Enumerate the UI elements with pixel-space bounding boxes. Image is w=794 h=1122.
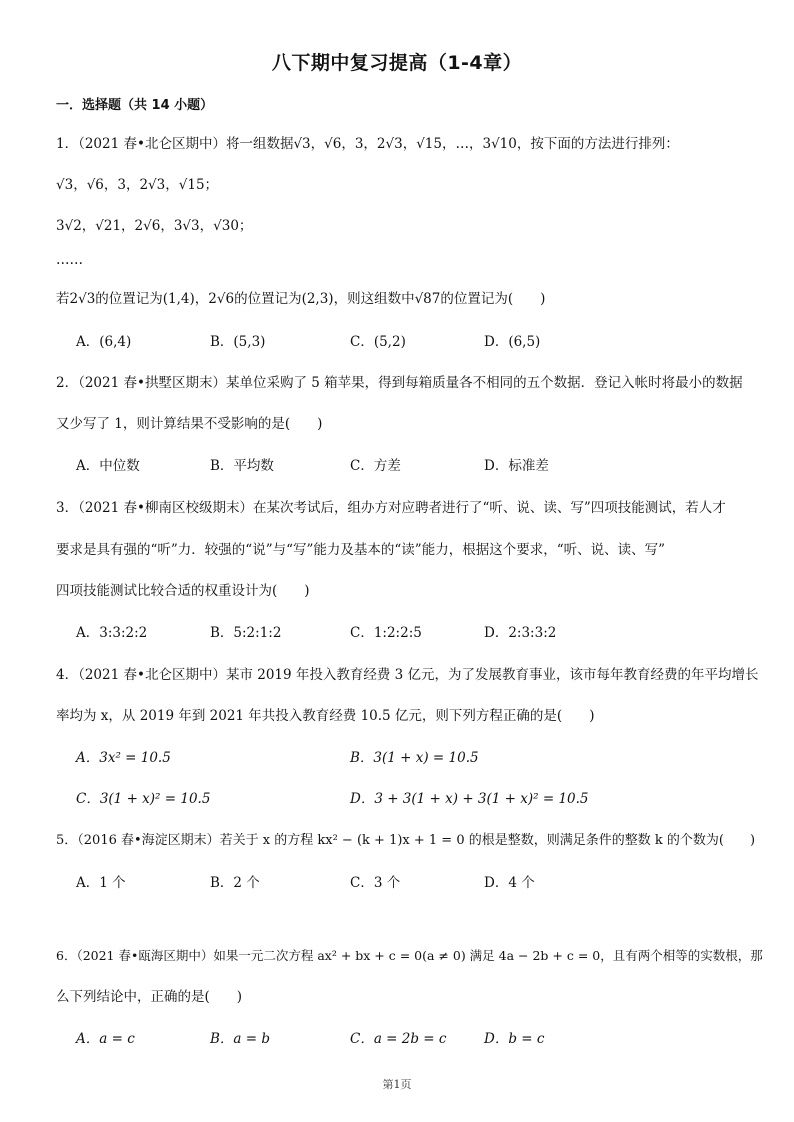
q1-option-b: B．(5,3) [210,334,266,350]
q1-option-a: A．(6,4) [76,334,132,350]
q1-stem-line2: 若2√3的位置记为(1,4)，2√6的位置记为(2,3)，则这组数中√87的位置记为( ) [56,291,546,307]
q6-stem-line1: 6．（2021 春•瓯海区期中）如果一元二次方程 ax² + bx + c = 0(a ≠ 0) 满足 4a − 2b + c = 0，且有两个相等的实数根，那 [56,948,763,963]
section-heading: 一．选择题（共 14 小题） [56,98,214,113]
q4-option-a: A．3x² = 10.5 [76,750,171,766]
q1-option-c: C．(5,2) [350,334,406,350]
q4-option-c: C．3(1 + x)² = 10.5 [76,791,211,807]
q5-option-c: C．3 个 [350,875,401,891]
q3-option-a: A．3:3:2:2 [76,625,148,641]
q2-option-b: B．平均数 [210,458,274,474]
q6-option-d: D．b = c [484,1031,545,1047]
page-title: 八下期中复习提高（1-4章） [271,52,523,74]
q3-stem-line1: 3．（2021 春•柳南区校级期末）在某次考试后，组办方对应聘者进行了“听、说、读、写”四项技能测试，若人才 [56,500,726,516]
q3-option-c: C．1:2:2:5 [350,625,422,641]
q2-option-d: D．标准差 [484,458,549,474]
q1-row3: …… [56,252,83,268]
q1-row1: √3，√6，3，2√3，√15； [56,177,219,193]
q3-stem-line2: 要求是具有强的“听”力．较强的“说”与“写”能力及基本的“读”能力，根据这个要求，“听、说、读、写” [56,542,666,558]
q2-option-a: A．中位数 [76,458,140,474]
q4-stem-line1: 4．（2021 春•北仑区期中）某市 2019 年投入教育经费 3 亿元，为了发展教育事业，该市每年教育经费的年平均增长 [56,667,759,683]
q6-stem-line2: 么下列结论中，正确的是( ) [56,989,243,1005]
q4-option-b: B．3(1 + x) = 10.5 [350,750,479,766]
q4-stem-line2: 率均为 x，从 2019 年到 2021 年共投入教育经费 10.5 亿元，则下列方程正确的是( ) [56,708,595,724]
q2-stem-line1: 2．（2021 春•拱墅区期末）某单位采购了 5 箱苹果，得到每箱质量各不相同的五个数据．登记入帐时将最小的数据 [56,375,743,391]
q1-row2: 3√2，√21，2√6，3√3，√30； [56,218,253,234]
q5-option-a: A．1 个 [76,875,126,891]
q5-option-d: D．4 个 [484,875,535,891]
q3-option-d: D．2:3:3:2 [484,625,557,641]
q6-option-b: B．a = b [210,1031,271,1047]
q3-option-b: B．5:2:1:2 [210,625,282,641]
q2-stem-line2: 又少写了 1，则计算结果不受影响的是( ) [56,416,323,432]
q1-stem-line1: 1．（2021 春•北仑区期中）将一组数据√3，√6，3，2√3，√15，…，3√10，按下面的方法进行排列： [56,136,679,152]
q5-option-b: B．2 个 [210,875,260,891]
q5-stem-line1: 5．（2016 春•海淀区期末）若关于 x 的方程 kx² − (k + 1)x + 1 = 0 的根是整数，则满足条件的整数 k 的个数为( ) [56,833,756,848]
q6-option-a: A．a = c [76,1031,135,1047]
q6-option-c: C．a = 2b = c [350,1031,447,1047]
q1-option-d: D．(6,5) [484,334,541,350]
q3-stem-line3: 四项技能测试比较合适的权重设计为( ) [56,583,310,599]
q4-option-d: D．3 + 3(1 + x) + 3(1 + x)² = 10.5 [350,791,589,807]
page-number: 第1页 [382,1078,412,1091]
q2-option-c: C．方差 [350,458,401,474]
